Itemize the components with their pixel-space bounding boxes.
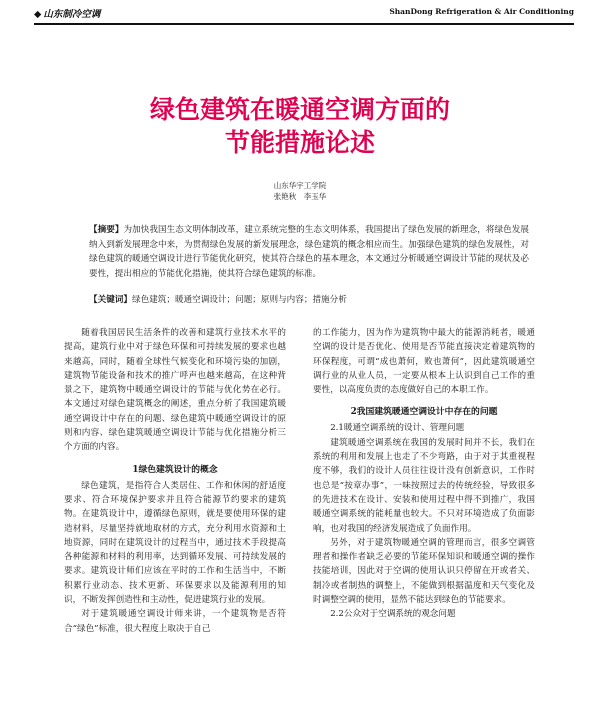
subsection-2-1-paragraph-2: 另外，对于建筑物暖通空调的管理而言，很多空调管理者和操作者缺乏必要的节能环保知识和暖通空调的操作技能培训，因此对于空调的使用认识只停留在开或者关、制冷或者制热的调整上，不能做到根据温度和天气变化及时调整空调的使用，显然不能达到绿色的节能要求。 bbox=[313, 537, 535, 606]
body-column-left bbox=[64, 326, 286, 636]
continued-paragraph: 的工作能力，因为作为建筑物中最大的能源消耗者，暖通空调的设计是否优化、使用是否节能直接决定着建筑物的环保程度，可谓“成也萧何，败也萧何”，因此建筑暖通空调行业的从业人员，一定要从根本上认识到自己工作的重要性，以高度负责的态度做好自己的本职工作。 bbox=[313, 328, 535, 396]
journal-name-en: ShanDong Refrigeration & Air Conditioning bbox=[389, 7, 574, 16]
abstract-label: 【摘要】 bbox=[89, 225, 124, 235]
keywords-label: 【关键词】 bbox=[89, 295, 132, 305]
running-header bbox=[34, 5, 574, 25]
abstract bbox=[89, 223, 529, 281]
journal-name-cn bbox=[34, 6, 100, 20]
intro-paragraph: 随着我国居民生活条件的改善和建筑行业技术水平的提高，建筑行业中对于绿色环保和可持续发展的要求也越来越高，同时，随着全球性气候变化和环境污染的加剧，建筑物节能设备和技术的推广呼声也越来越高，在这种背景之下，建筑物中暖通空调设计的节能与优化势在必行。本文通过对绿色建筑概念的阐述，重点分析了我国建筑暖通空调设计中存在的问题、绿色建筑中暖通空调设计的原则和内容、绿色建筑暖通空调设计节能与优化措施分析三个方面的内容。 bbox=[64, 328, 286, 453]
section-2-heading: 2我国建筑暖通空调设计中存在的问题 bbox=[350, 407, 498, 418]
keywords-text: 绿色建筑；暖通空调设计；问题；原则与内容；措施分析 bbox=[131, 295, 347, 305]
author-names: 张艳秋 李玉华 bbox=[273, 192, 327, 201]
subsection-2-1-paragraph-1: 建筑暖通空调系统在我国的发展时间并不长，我们在系统的利用和发展上也走了不少弯路，由于对于其重视程度不够，我们的设计人员往往设计没有创新意识，工作时也总是“按章办事”，一味按照过去的传统经验，导致很多的先进技术在设计、安装和使用过程中得不到推广，我国暖通空调系统的能耗量也较大。不只对环境造成了负面影响，也对我国的经济发展造成了负面作用。 bbox=[313, 437, 535, 534]
subsection-2-2-heading: 2.2公众对于空调系统的观念问题 bbox=[330, 609, 456, 620]
abstract-text: 为加快我国生态文明体制改革，建立系统完整的生态文明体系，我国提出了绿色发展的新理念，将绿色发展纳入到新发展理念中来，为贯彻绿色发展的新发展理念，绿色建筑的概念相应而生。加强绿色建筑的绿色发展性，对绿色建筑的暖通空调设计进行节能优化研究，使其符合绿色的基本理念，本文通过分析暖通空调设计节能的现状及必要性，提出相应的节能优化措施，使其符合绿色建筑的标准。 bbox=[89, 225, 529, 279]
section-1-heading: 1绿色建筑设计的概念 bbox=[132, 464, 218, 475]
body-column-right bbox=[313, 326, 535, 622]
subsection-2-1-heading: 2.1暖通空调系统的设计、管理问题 bbox=[330, 423, 465, 434]
diamond-icon: ◆ bbox=[34, 9, 42, 20]
article-title-line-2: 节能措施论述 bbox=[224, 128, 375, 157]
keywords bbox=[89, 294, 529, 307]
article-title-line-1: 绿色建筑在暖通空调方面的 bbox=[149, 95, 450, 124]
section-1-paragraph-2: 对于建筑暖通空调设计师来讲，一个建筑物是否符合“绿色”标准，很大程度上取决于自己 bbox=[64, 609, 286, 634]
journal-name-text: 山东制冷空调 bbox=[43, 9, 101, 20]
author-affiliation: 山东华宇工学院 bbox=[273, 181, 327, 190]
section-1-paragraph-1: 绿色建筑，是指符合人类居住、工作和休闲的舒适度要求、符合环境保护要求并且符合能源节约要求的建筑物。在建筑设计中，遵循绿色原则，就是要使用环保的建造材料，尽量坚持就地取材的方式，充分利用水资源和土地资源，同时在建筑设计的过程当中，通过技术手段提高各种能源和材料的利用率，达到循环发展、可持续发展的要求。建筑设计师们应该在平时的工作和生活当中，不断积累行业动态、技术更新、环保要求以及能源利用的知识，不断发挥创造性和主动性，促进建筑行业的发展。 bbox=[64, 480, 286, 606]
